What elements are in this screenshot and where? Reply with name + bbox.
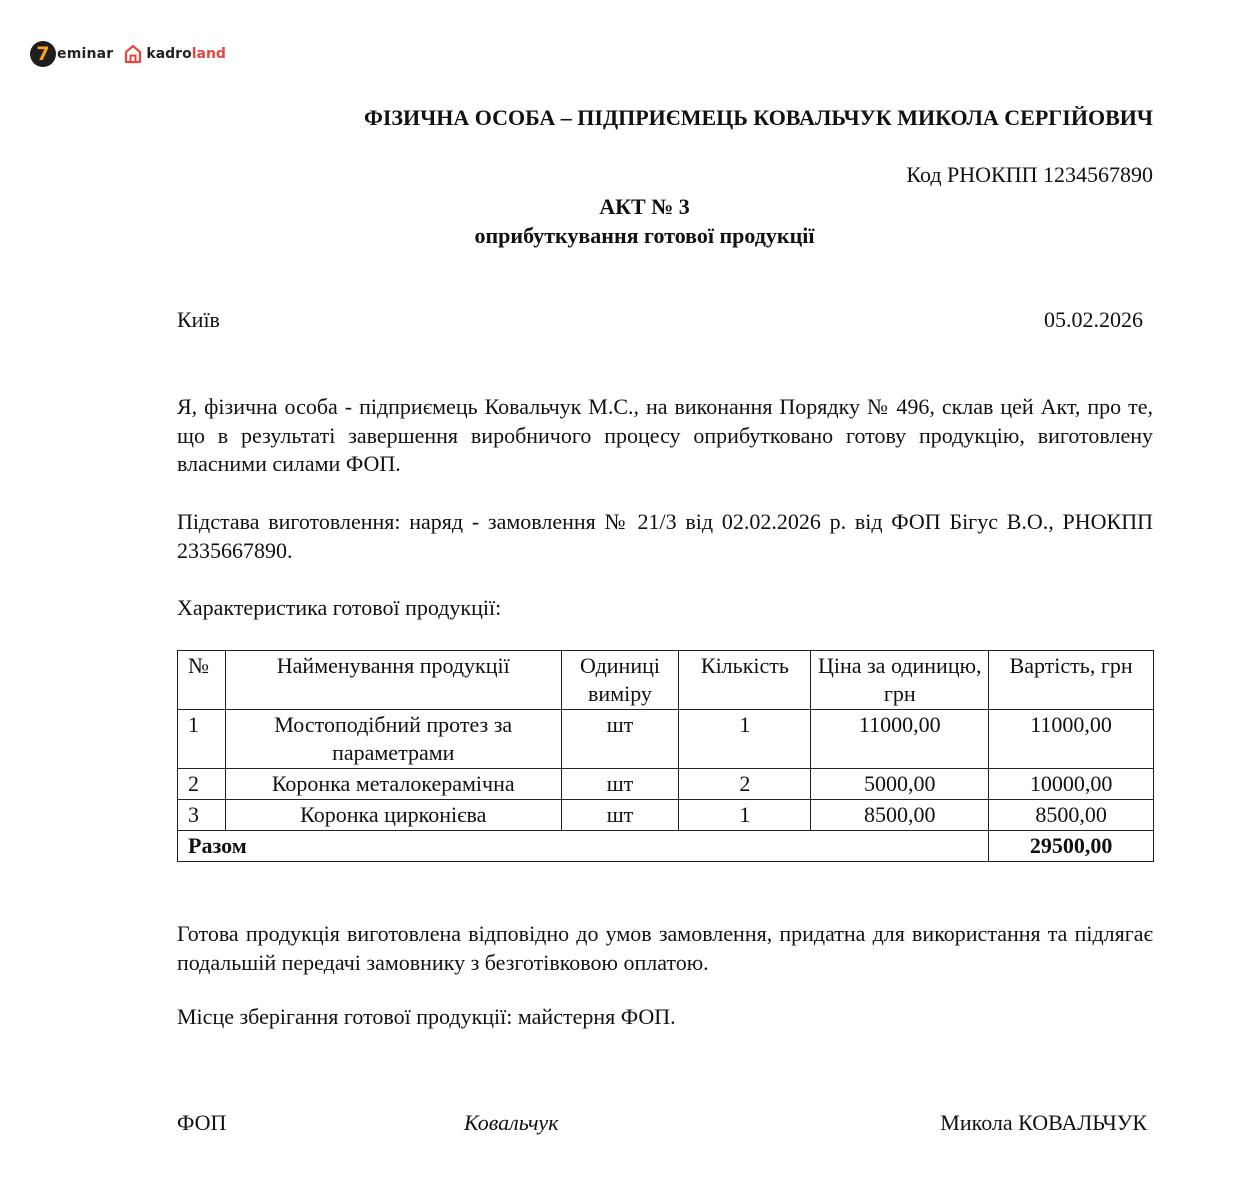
cell-qty: 1 (679, 800, 811, 831)
signer-role: ФОП (177, 1110, 227, 1135)
cell-qty: 1 (679, 710, 811, 769)
seminar-logo-text: eminar (57, 46, 114, 62)
total-label: Разом (178, 831, 989, 862)
act-title-block (176, 192, 1153, 250)
total-value: 29500,00 (989, 831, 1154, 862)
header-price: Ціна за одиницю, грн (811, 651, 989, 710)
conclusion-paragraph: Готова продукція виготовлена відповідно до умов замовлення, придатна для використання та підлягає подальшій передачі замовнику з безготівковою оплатою. (177, 921, 1153, 975)
table-row (178, 710, 1154, 769)
cell-price: 5000,00 (811, 769, 989, 800)
cell-amount: 10000,00 (989, 769, 1154, 800)
organization-title: ФІЗИЧНА ОСОБА – ПІДПРИЄМЕЦЬ КОВАЛЬЧУК МИКОЛА СЕРГІЙОВИЧ (363, 105, 1153, 130)
handwritten-signature: Ковальчук (464, 1110, 559, 1135)
kadroland-logo-icon (123, 44, 143, 64)
cell-unit: шт (561, 710, 679, 769)
kadroland-logo-text (146, 46, 226, 62)
cell-no: 3 (178, 800, 226, 831)
cell-no: 2 (178, 769, 226, 800)
cell-price: 8500,00 (811, 800, 989, 831)
header-name: Найменування продукції (225, 651, 561, 710)
table-header-row (178, 651, 1154, 710)
storage-paragraph: Місце зберігання готової продукції: майстерня ФОП. (177, 1004, 676, 1029)
table-row (178, 800, 1154, 831)
header-no: № (178, 651, 226, 710)
kadroland-logo-text-main: kadro (146, 46, 192, 62)
cell-name: Коронка металокерамічна (225, 769, 561, 800)
intro-paragraph: Я, фізична особа - підприємець Ковальчук М.С., на виконання Порядку № 496, склав цей Акт, про те, що в результаті завершення виробничого процесу оприбутковано готову продукцію, виготовлену власними силами ФОП. (177, 394, 1153, 476)
cell-name: Коронка цирконієва (225, 800, 561, 831)
city: Київ (177, 307, 220, 332)
cell-price: 11000,00 (811, 710, 989, 769)
document-date: 05.02.2026 (1044, 307, 1143, 332)
cell-unit: шт (561, 769, 679, 800)
header-logos (30, 38, 226, 70)
cell-amount: 8500,00 (989, 800, 1154, 831)
cell-unit: шт (561, 800, 679, 831)
cell-no: 1 (178, 710, 226, 769)
header-unit: Одиниці виміру (561, 651, 679, 710)
table-total-row (178, 831, 1154, 862)
cell-name: Мостоподібний протез за параметрами (225, 710, 561, 769)
characteristics-heading: Характеристика готової продукції: (177, 595, 502, 620)
table-row (178, 769, 1154, 800)
header-amount: Вартість, грн (989, 651, 1154, 710)
header-qty: Кількість (679, 651, 811, 710)
kadroland-logo-text-accent: land (191, 46, 226, 62)
cell-amount: 11000,00 (989, 710, 1154, 769)
act-number: АКТ № 3 (599, 194, 690, 219)
cell-qty: 2 (679, 769, 811, 800)
products-table (177, 650, 1154, 862)
basis-paragraph: Підстава виготовлення: наряд - замовлення № 21/3 від 02.02.2026 р. від ФОП Бігус В.О., РНОКПП 2335667890. (177, 509, 1153, 563)
seminar-logo-icon: 7 (30, 41, 56, 67)
signer-full-name: Микола КОВАЛЬЧУК (940, 1110, 1147, 1135)
act-subtitle: оприбуткування готової продукції (474, 223, 815, 248)
tax-code-line: Код РНОКПП 1234567890 (906, 162, 1153, 187)
